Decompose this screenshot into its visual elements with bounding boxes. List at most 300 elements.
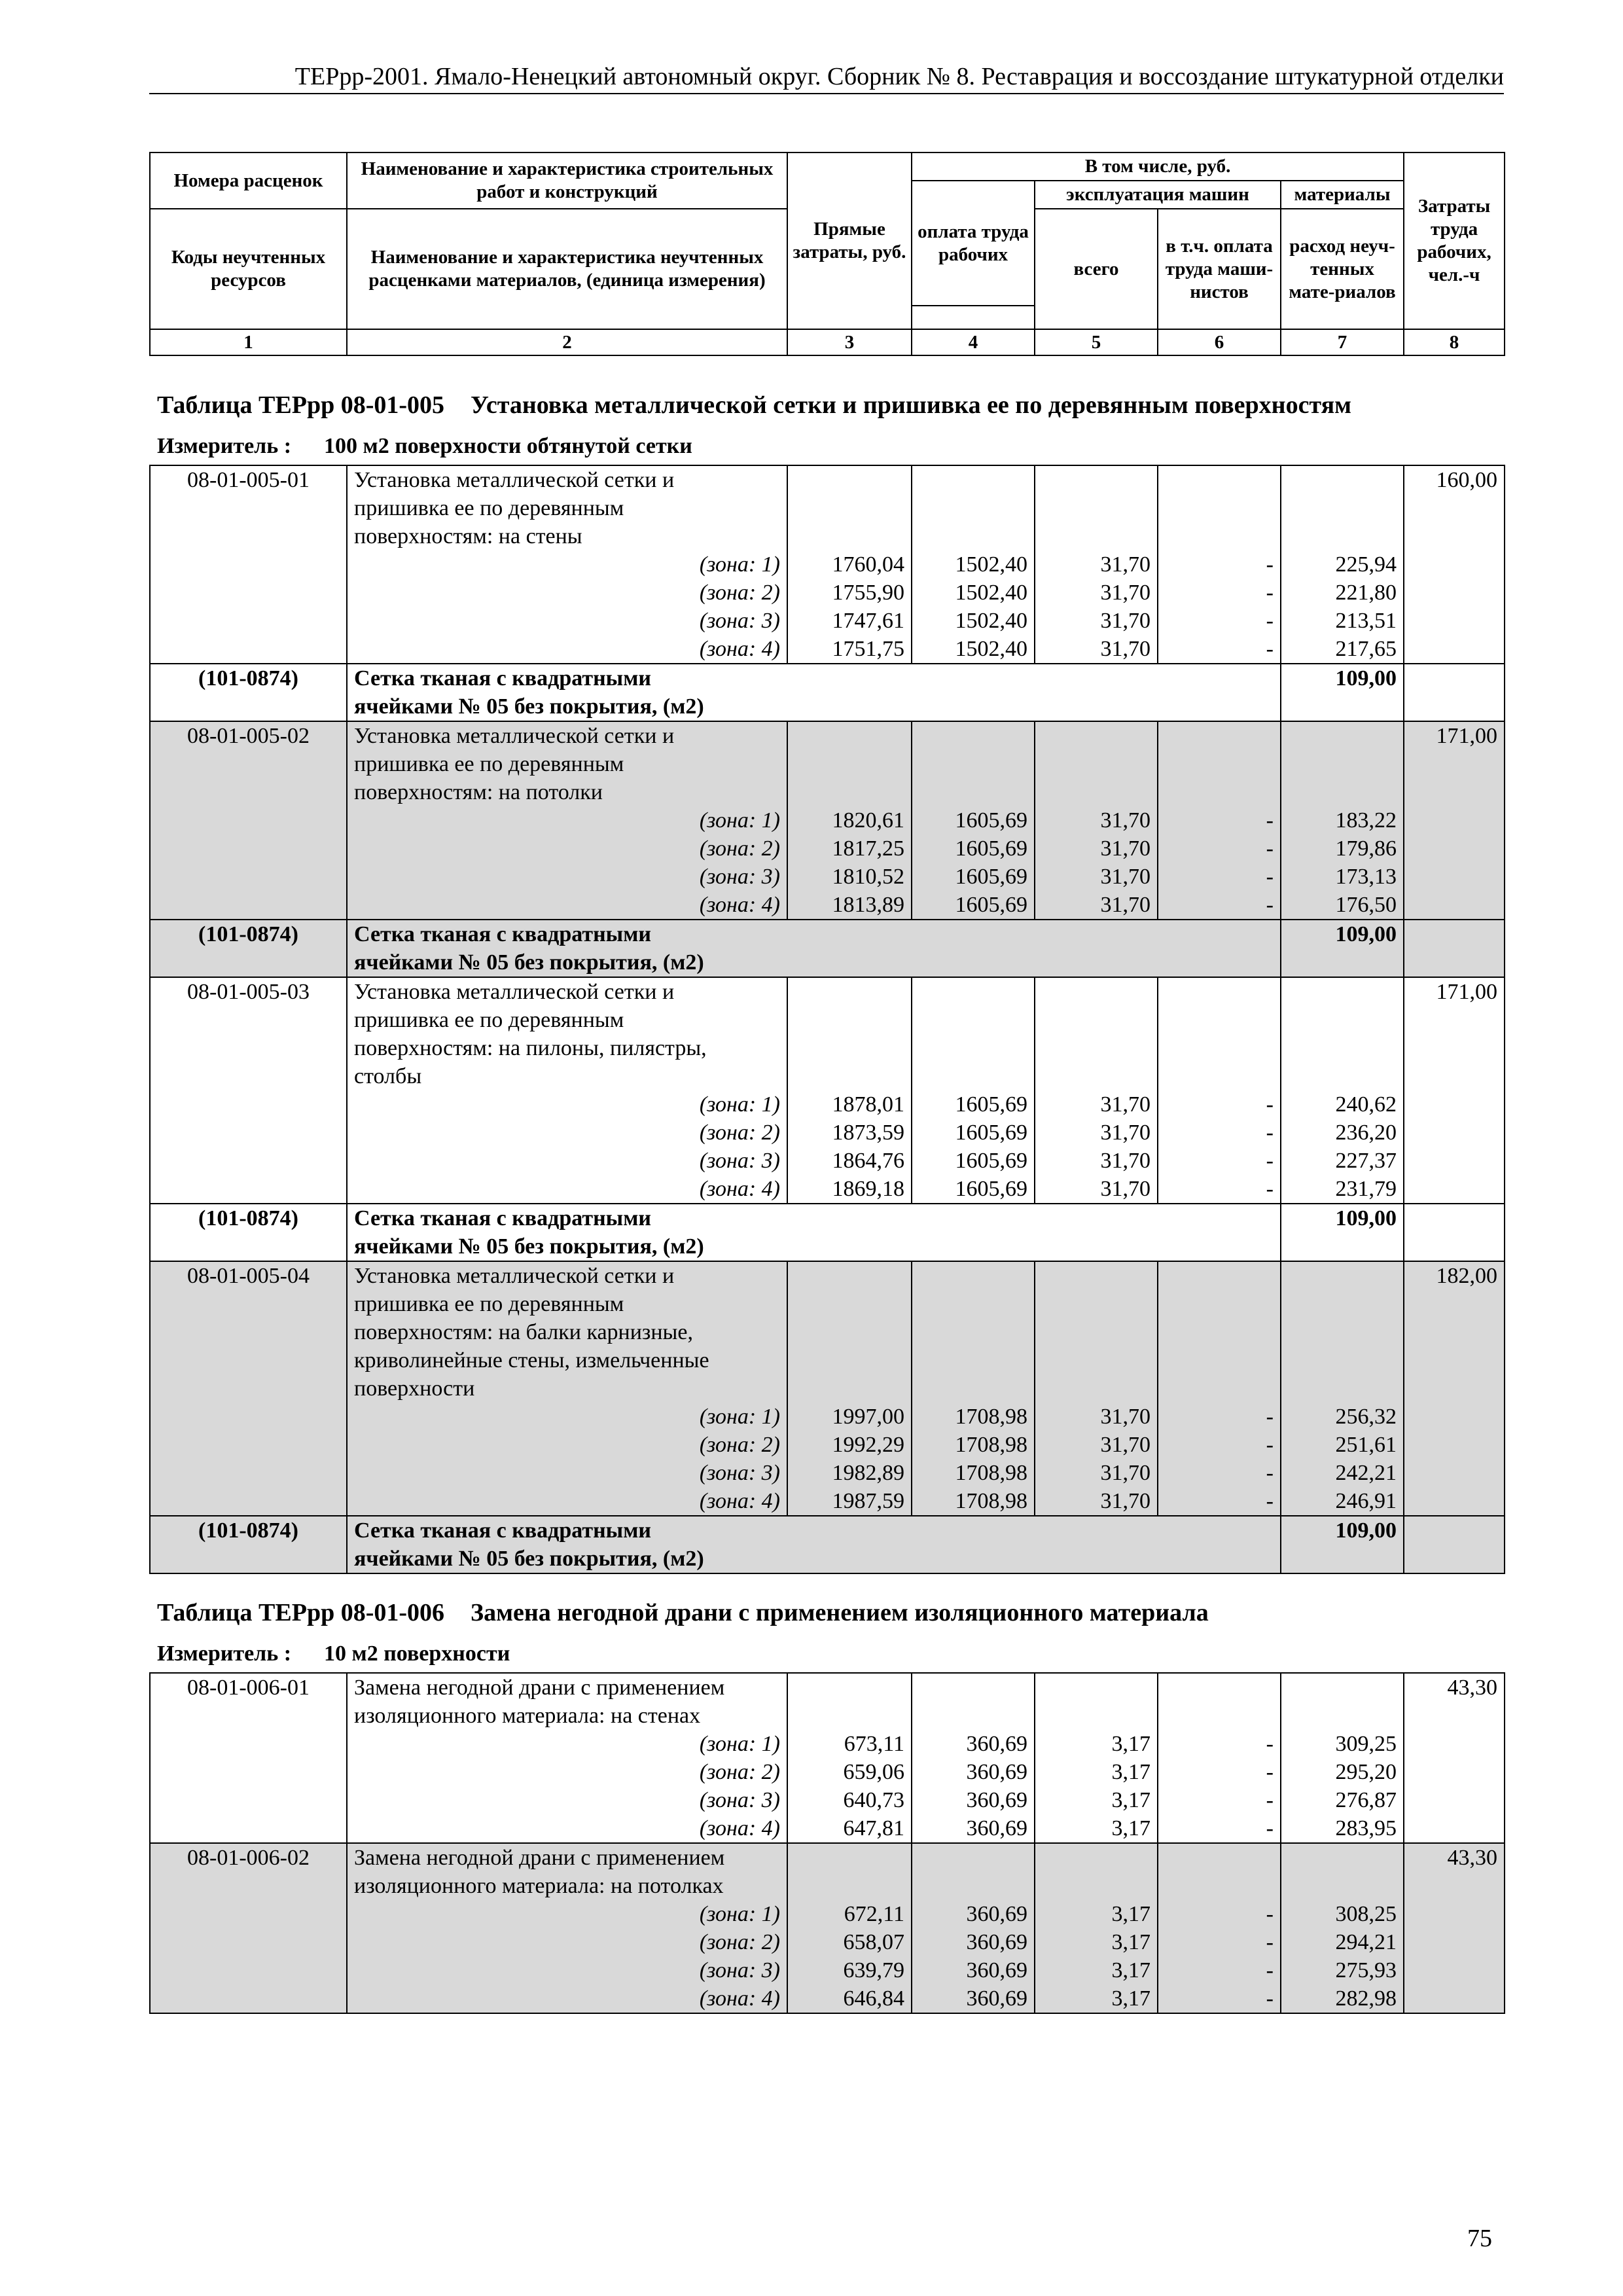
cell-line: (зона: 1): [699, 1092, 780, 1117]
labor-cell: [1404, 721, 1505, 920]
cell-line: 647,81: [843, 1816, 904, 1840]
cell-line: Установка металлической сетки и: [354, 980, 675, 1004]
resource-quantity: 109,00: [1335, 1206, 1397, 1230]
cell-line: ячейками № 05 без покрытия, (м2): [354, 1547, 704, 1571]
cell-line: изоляционного материала: на потолках: [354, 1874, 724, 1898]
empty-cell: [1404, 664, 1505, 721]
section-measure: [157, 1641, 510, 1666]
cell-line: 1605,69: [955, 1177, 1027, 1201]
cell-line: 1864,76: [832, 1149, 904, 1173]
cell-line: (зона: 4): [699, 637, 780, 661]
section-title: [157, 391, 1351, 420]
cell-line: столбы: [354, 1064, 422, 1088]
direct-cell: [787, 1261, 912, 1516]
cell-line: 294,21: [1335, 1930, 1397, 1954]
cell-line: (зона: 1): [699, 1902, 780, 1926]
cell-line: -: [1266, 552, 1274, 577]
machines-cell: [1035, 721, 1158, 920]
description-cell: [347, 1261, 787, 1516]
rate-code: 08-01-005-03: [187, 980, 310, 1004]
cell-line: 659,06: [843, 1760, 904, 1784]
cell-line: Установка металлической сетки и: [354, 1264, 675, 1288]
machinists-cell: [1158, 465, 1281, 664]
column-number: 8: [1404, 329, 1505, 355]
resource-quantity-cell: [1281, 920, 1404, 977]
pay-cell: [912, 1261, 1035, 1516]
rate-code: 08-01-006-02: [187, 1846, 310, 1870]
cell-line: 309,25: [1335, 1732, 1397, 1756]
cell-line: 236,20: [1335, 1121, 1397, 1145]
cell-line: 360,69: [966, 1902, 1027, 1926]
cell-line: 1817,25: [832, 836, 904, 861]
cell-line: 360,69: [966, 1958, 1027, 1982]
resource-code: (101-0874): [198, 922, 298, 946]
cell-line: -: [1266, 1121, 1274, 1145]
cell-line: -: [1266, 1177, 1274, 1201]
machines-cell: [1035, 1843, 1158, 2013]
cell-line: 1708,98: [955, 1405, 1027, 1429]
rate-row: [150, 721, 1505, 920]
cell-line: (зона: 2): [699, 1433, 780, 1457]
machines-cell: [1035, 465, 1158, 664]
cell-line: -: [1266, 1405, 1274, 1429]
machines-cell: [1035, 1673, 1158, 1843]
labor-value: 160,00: [1436, 468, 1497, 492]
cell-line: поверхностям: на стены: [354, 524, 582, 548]
cell-line: 246,91: [1335, 1489, 1397, 1513]
cell-line: 217,65: [1335, 637, 1397, 661]
labor-cell: [1404, 1261, 1505, 1516]
table-name: Установка металлической сетки и пришивка ее по деревянным поверхностям: [471, 391, 1352, 419]
section-title: [157, 1598, 1209, 1627]
machinists-cell: [1158, 721, 1281, 920]
cell-line: -: [1266, 808, 1274, 833]
cell-line: (зона: 2): [699, 581, 780, 605]
rates-table-08-01-005: [149, 465, 1505, 1574]
cell-line: 1708,98: [955, 1433, 1027, 1457]
cell-line: (зона: 1): [699, 552, 780, 577]
cell-line: 282,98: [1335, 1986, 1397, 2011]
cell-line: Сетка тканая с квадратными: [354, 922, 651, 946]
resource-code: (101-0874): [198, 666, 298, 691]
cell-line: -: [1266, 1930, 1274, 1954]
cell-line: 31,70: [1100, 552, 1150, 577]
resource-row: [150, 920, 1505, 977]
labor-value: 171,00: [1436, 980, 1497, 1004]
resource-code-cell: [150, 920, 347, 977]
cell-line: 1605,69: [955, 836, 1027, 861]
cell-line: 3,17: [1111, 1958, 1150, 1982]
cell-line: 173,13: [1335, 865, 1397, 889]
cell-line: 31,70: [1100, 1092, 1150, 1117]
header-rate-numbers: Номера расценок: [150, 152, 347, 209]
cell-line: (зона: 2): [699, 836, 780, 861]
header-worker-pay: оплата труда рабочих: [912, 181, 1035, 306]
cell-line: 360,69: [966, 1788, 1027, 1812]
labor-value: 43,30: [1447, 1846, 1497, 1870]
cell-line: 251,61: [1335, 1433, 1397, 1457]
materials-cell: [1281, 721, 1404, 920]
cell-line: -: [1266, 1760, 1274, 1784]
cell-line: 31,70: [1100, 637, 1150, 661]
rate-row: [150, 1843, 1505, 2013]
cell-line: 1747,61: [832, 609, 904, 633]
description-cell: [347, 977, 787, 1204]
labor-value: 182,00: [1436, 1264, 1497, 1288]
cell-line: -: [1266, 893, 1274, 917]
cell-line: 639,79: [843, 1958, 904, 1982]
cell-line: ячейками № 05 без покрытия, (м2): [354, 1234, 704, 1259]
resource-code: (101-0874): [198, 1206, 298, 1230]
labor-value: 43,30: [1447, 1676, 1497, 1700]
column-number: 3: [787, 329, 912, 355]
cell-line: -: [1266, 1433, 1274, 1457]
cell-line: (зона: 1): [699, 808, 780, 833]
cell-line: пришивка ее по деревянным: [354, 752, 624, 776]
measure-value: 10 м2 поверхности: [324, 1641, 510, 1666]
column-number: 2: [347, 329, 787, 355]
cell-line: -: [1266, 1788, 1274, 1812]
machinists-cell: [1158, 1673, 1281, 1843]
header-machinist-pay: в т.ч. оплата труда маши-нистов: [1158, 209, 1281, 329]
rate-row: [150, 1673, 1505, 1843]
header-work-name: Наименование и характеристика строительных работ и конструкций: [347, 152, 787, 209]
cell-line: 1873,59: [832, 1121, 904, 1145]
resource-description-cell: [347, 664, 1281, 721]
direct-cell: [787, 1843, 912, 2013]
pay-cell: [912, 1843, 1035, 2013]
cell-line: (зона: 3): [699, 865, 780, 889]
cell-line: (зона: 4): [699, 893, 780, 917]
cell-line: 1878,01: [832, 1092, 904, 1117]
cell-line: 31,70: [1100, 609, 1150, 633]
rate-code: 08-01-005-01: [187, 468, 310, 492]
cell-line: 240,62: [1335, 1092, 1397, 1117]
cell-line: Сетка тканая с квадратными: [354, 1206, 651, 1230]
cell-line: -: [1266, 609, 1274, 633]
cell-line: 231,79: [1335, 1177, 1397, 1201]
cell-line: (зона: 2): [699, 1760, 780, 1784]
cell-line: -: [1266, 836, 1274, 861]
direct-cell: [787, 465, 912, 664]
machinists-cell: [1158, 1843, 1281, 2013]
cell-line: 360,69: [966, 1732, 1027, 1756]
cell-line: 1992,29: [832, 1433, 904, 1457]
cell-line: 31,70: [1100, 1177, 1150, 1201]
cell-line: криволинейные стены, измельченные: [354, 1348, 709, 1372]
cell-line: 283,95: [1335, 1816, 1397, 1840]
resource-code-cell: [150, 664, 347, 721]
cell-line: 1751,75: [832, 637, 904, 661]
cell-line: 225,94: [1335, 552, 1397, 577]
cell-line: 221,80: [1335, 581, 1397, 605]
cell-line: -: [1266, 1489, 1274, 1513]
cell-line: 1987,59: [832, 1489, 904, 1513]
rate-row: [150, 1261, 1505, 1516]
resource-code-cell: [150, 1204, 347, 1261]
table-code: Таблица ТЕРрр 08-01-005: [157, 391, 445, 419]
cell-line: 31,70: [1100, 893, 1150, 917]
header-material-usage: расход неуч-тенных мате-риалов: [1281, 209, 1404, 329]
cell-line: -: [1266, 1986, 1274, 2011]
cell-line: 3,17: [1111, 1986, 1150, 2011]
empty-cell: [1404, 920, 1505, 977]
column-number: 6: [1158, 329, 1281, 355]
cell-line: 1605,69: [955, 865, 1027, 889]
header-resource-codes: Коды неучтенных ресурсов: [150, 209, 347, 329]
column-number: 5: [1035, 329, 1158, 355]
rate-code-cell: [150, 977, 347, 1204]
column-number: 4: [912, 329, 1035, 355]
cell-line: 646,84: [843, 1986, 904, 2011]
cell-line: поверхности: [354, 1376, 475, 1401]
empty-cell: [1404, 1516, 1505, 1573]
cell-line: 179,86: [1335, 836, 1397, 861]
cell-line: Сетка тканая с квадратными: [354, 666, 651, 691]
rate-code-cell: [150, 721, 347, 920]
labor-cell: [1404, 1843, 1505, 2013]
cell-line: 308,25: [1335, 1902, 1397, 1926]
description-cell: [347, 721, 787, 920]
empty-cell: [1404, 1204, 1505, 1261]
materials-cell: [1281, 1673, 1404, 1843]
cell-line: ячейками № 05 без покрытия, (м2): [354, 950, 704, 975]
resource-quantity-cell: [1281, 664, 1404, 721]
cell-line: (зона: 4): [699, 1986, 780, 2011]
cell-line: 276,87: [1335, 1788, 1397, 1812]
cell-line: -: [1266, 637, 1274, 661]
cell-line: ячейками № 05 без покрытия, (м2): [354, 694, 704, 719]
cell-line: 360,69: [966, 1816, 1027, 1840]
column-number: 1: [150, 329, 347, 355]
cell-line: поверхностям: на пилоны, пилястры,: [354, 1036, 707, 1060]
cell-line: (зона: 1): [699, 1405, 780, 1429]
machines-cell: [1035, 1261, 1158, 1516]
machinists-cell: [1158, 977, 1281, 1204]
cell-line: 31,70: [1100, 581, 1150, 605]
resource-row: [150, 1204, 1505, 1261]
cell-line: 3,17: [1111, 1732, 1150, 1756]
cell-line: 31,70: [1100, 808, 1150, 833]
cell-line: 1605,69: [955, 1092, 1027, 1117]
cell-line: (зона: 2): [699, 1121, 780, 1145]
cell-line: 3,17: [1111, 1930, 1150, 1954]
rate-row: [150, 977, 1505, 1204]
cell-line: изоляционного материала: на стенах: [354, 1704, 701, 1728]
labor-cell: [1404, 465, 1505, 664]
materials-cell: [1281, 977, 1404, 1204]
header-labor: Затраты труда рабочих, чел.-ч: [1404, 152, 1505, 329]
cell-line: (зона: 4): [699, 1816, 780, 1840]
materials-cell: [1281, 1843, 1404, 2013]
cell-line: 31,70: [1100, 836, 1150, 861]
resource-quantity: 109,00: [1335, 1518, 1397, 1543]
materials-cell: [1281, 1261, 1404, 1516]
cell-line: 176,50: [1335, 893, 1397, 917]
resource-description-cell: [347, 1204, 1281, 1261]
cell-line: 1502,40: [955, 637, 1027, 661]
cell-line: 658,07: [843, 1930, 904, 1954]
cell-line: (зона: 3): [699, 1461, 780, 1485]
rate-code: 08-01-005-02: [187, 724, 310, 748]
cell-line: 1708,98: [955, 1461, 1027, 1485]
cell-line: 1605,69: [955, 893, 1027, 917]
cell-line: 256,32: [1335, 1405, 1397, 1429]
cell-line: (зона: 3): [699, 609, 780, 633]
description-cell: [347, 465, 787, 664]
cell-line: (зона: 3): [699, 1958, 780, 1982]
section-measure: [157, 434, 692, 459]
cell-line: 31,70: [1100, 1149, 1150, 1173]
resource-description-cell: [347, 1516, 1281, 1573]
column-header-table: [149, 152, 1505, 356]
cell-line: 31,70: [1100, 1405, 1150, 1429]
cell-line: 1869,18: [832, 1177, 904, 1201]
cell-line: 360,69: [966, 1760, 1027, 1784]
cell-line: -: [1266, 1958, 1274, 1982]
machinists-cell: [1158, 1261, 1281, 1516]
cell-line: 1605,69: [955, 1149, 1027, 1173]
cell-line: 3,17: [1111, 1760, 1150, 1784]
labor-value: 171,00: [1436, 724, 1497, 748]
cell-line: Замена негодной драни с применением: [354, 1676, 725, 1700]
resource-quantity-cell: [1281, 1204, 1404, 1261]
cell-line: 227,37: [1335, 1149, 1397, 1173]
cell-line: Установка металлической сетки и: [354, 724, 675, 748]
resource-description-cell: [347, 920, 1281, 977]
rate-code-cell: [150, 465, 347, 664]
cell-line: 1502,40: [955, 581, 1027, 605]
rate-code: 08-01-005-04: [187, 1264, 310, 1288]
cell-line: пришивка ее по деревянным: [354, 1292, 624, 1316]
cell-line: поверхностям: на балки карнизные,: [354, 1320, 693, 1344]
description-cell: [347, 1843, 787, 2013]
rate-code-cell: [150, 1673, 347, 1843]
cell-line: пришивка ее по деревянным: [354, 1008, 624, 1032]
resource-code: (101-0874): [198, 1518, 298, 1543]
cell-line: 295,20: [1335, 1760, 1397, 1784]
rate-code-cell: [150, 1843, 347, 2013]
resource-row: [150, 1516, 1505, 1573]
cell-line: 673,11: [844, 1732, 904, 1756]
cell-line: 360,69: [966, 1930, 1027, 1954]
cell-line: (зона: 4): [699, 1177, 780, 1201]
direct-cell: [787, 721, 912, 920]
cell-line: 1755,90: [832, 581, 904, 605]
measure-label: Измеритель :: [157, 1641, 292, 1666]
pay-cell: [912, 721, 1035, 920]
cell-line: 31,70: [1100, 865, 1150, 889]
cell-line: 31,70: [1100, 1461, 1150, 1485]
resource-row: [150, 664, 1505, 721]
cell-line: -: [1266, 1092, 1274, 1117]
cell-line: 1605,69: [955, 808, 1027, 833]
cell-line: 1810,52: [832, 865, 904, 889]
header-materials: материалы: [1281, 181, 1404, 209]
cell-line: 183,22: [1335, 808, 1397, 833]
materials-cell: [1281, 465, 1404, 664]
cell-line: (зона: 3): [699, 1149, 780, 1173]
cell-line: 275,93: [1335, 1958, 1397, 1982]
cell-line: Замена негодной драни с применением: [354, 1846, 725, 1870]
cell-line: пришивка ее по деревянным: [354, 496, 624, 520]
resource-quantity: 109,00: [1335, 922, 1397, 946]
cell-line: -: [1266, 1461, 1274, 1485]
resource-quantity-cell: [1281, 1516, 1404, 1573]
cell-line: поверхностям: на потолки: [354, 780, 603, 804]
page-header: ТЕРрр-2001. Ямало-Ненецкий автономный округ. Сборник № 8. Реставрация и воссоздание штукатурной отделки: [149, 62, 1504, 94]
pay-cell: [912, 1673, 1035, 1843]
cell-line: 640,73: [843, 1788, 904, 1812]
cell-line: 1760,04: [832, 552, 904, 577]
description-cell: [347, 1673, 787, 1843]
cell-line: (зона: 2): [699, 1930, 780, 1954]
cell-line: 242,21: [1335, 1461, 1397, 1485]
cell-line: 31,70: [1100, 1489, 1150, 1513]
header-direct-costs: Прямые затраты, руб.: [787, 152, 912, 329]
cell-line: 1708,98: [955, 1489, 1027, 1513]
cell-line: 3,17: [1111, 1816, 1150, 1840]
cell-line: 1820,61: [832, 808, 904, 833]
cell-line: -: [1266, 581, 1274, 605]
resource-code-cell: [150, 1516, 347, 1573]
cell-line: 213,51: [1335, 609, 1397, 633]
direct-cell: [787, 977, 912, 1204]
rate-code-cell: [150, 1261, 347, 1516]
cell-line: 1605,69: [955, 1121, 1027, 1145]
cell-line: 3,17: [1111, 1788, 1150, 1812]
pay-cell: [912, 977, 1035, 1204]
cell-line: -: [1266, 1816, 1274, 1840]
cell-line: -: [1266, 1902, 1274, 1926]
header-including: В том числе, руб.: [912, 152, 1404, 181]
measure-label: Измеритель :: [157, 434, 292, 458]
cell-line: 672,11: [844, 1902, 904, 1926]
cell-line: 1502,40: [955, 609, 1027, 633]
machines-cell: [1035, 977, 1158, 1204]
rates-table-08-01-006: [149, 1672, 1505, 2014]
table-name: Замена негодной драни с применением изоляционного материала: [471, 1599, 1209, 1626]
rate-row: [150, 465, 1505, 664]
pay-cell: [912, 465, 1035, 664]
cell-line: (зона: 1): [699, 1732, 780, 1756]
cell-line: (зона: 3): [699, 1788, 780, 1812]
resource-quantity: 109,00: [1335, 666, 1397, 691]
header-machines-total: всего: [1035, 209, 1158, 329]
cell-line: 1813,89: [832, 893, 904, 917]
header-material-name: Наименование и характеристика неучтенных расценками материалов, (единица измерения): [347, 209, 787, 329]
cell-line: -: [1266, 1732, 1274, 1756]
cell-line: 1982,89: [832, 1461, 904, 1485]
cell-line: Установка металлической сетки и: [354, 468, 675, 492]
cell-line: 31,70: [1100, 1433, 1150, 1457]
cell-line: 3,17: [1111, 1902, 1150, 1926]
labor-cell: [1404, 1673, 1505, 1843]
cell-line: (зона: 4): [699, 1489, 780, 1513]
direct-cell: [787, 1673, 912, 1843]
cell-line: 31,70: [1100, 1121, 1150, 1145]
rate-code: 08-01-006-01: [187, 1676, 310, 1700]
cell-line: 1502,40: [955, 552, 1027, 577]
cell-line: 1997,00: [832, 1405, 904, 1429]
header-machines: эксплуатация машин: [1035, 181, 1281, 209]
cell-line: Сетка тканая с квадратными: [354, 1518, 651, 1543]
table-code: Таблица ТЕРрр 08-01-006: [157, 1599, 445, 1626]
column-number: 7: [1281, 329, 1404, 355]
page-number: 75: [1467, 2225, 1492, 2252]
cell-line: -: [1266, 865, 1274, 889]
measure-value: 100 м2 поверхности обтянутой сетки: [324, 434, 692, 458]
